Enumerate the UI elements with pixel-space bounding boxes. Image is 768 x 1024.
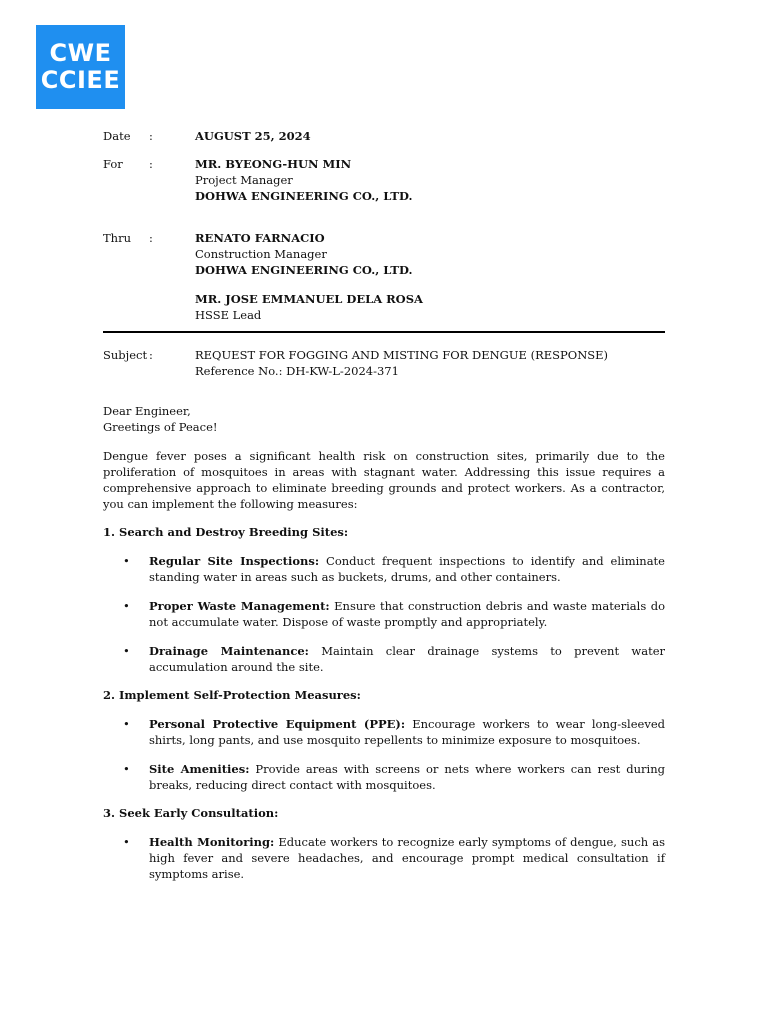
item-text: Conduct frequent inspections to identify and eliminate standing water in areas such as buckets, drums, and other containers. bbox=[149, 554, 665, 584]
thru-name-2: MR. JOSE EMMANUEL DELA ROSA bbox=[195, 292, 423, 306]
item-title: Site Amenities: bbox=[149, 762, 250, 776]
bullet-icon: • bbox=[123, 835, 130, 849]
for-recipient bbox=[195, 156, 413, 204]
list-item bbox=[103, 716, 665, 748]
thru-title-2: HSSE Lead bbox=[195, 308, 262, 322]
logo-line-2: CCIEE bbox=[40, 66, 121, 94]
section-3-list bbox=[103, 834, 665, 882]
subject-block bbox=[195, 347, 608, 379]
bullet-icon: • bbox=[123, 644, 130, 658]
thru-title: Construction Manager bbox=[195, 247, 327, 261]
thru-recipients bbox=[195, 230, 423, 323]
for-label: For bbox=[103, 157, 123, 171]
for-title: Project Manager bbox=[195, 173, 293, 187]
item-text: Encourage workers to wear long-sleeved shirts, long pants, and use mosquito repellents to minimize exposure to mosquitoes. bbox=[149, 717, 665, 747]
thru-name: RENATO FARNACIO bbox=[195, 231, 325, 245]
list-item bbox=[103, 834, 665, 882]
subject-value: REQUEST FOR FOGGING AND MISTING FOR DENGUE (RESPONSE) bbox=[195, 348, 609, 362]
thru-company: DOHWA ENGINEERING CO., LTD. bbox=[195, 263, 413, 277]
for-name: MR. BYEONG-HUN MIN bbox=[195, 157, 352, 171]
greeting: Greetings of Peace! bbox=[103, 420, 218, 434]
item-text: Provide areas with screens or nets where workers can rest during breaks, reducing direct contact with mosquitoes. bbox=[149, 762, 665, 792]
item-title: Personal Protective Equipment (PPE): bbox=[149, 717, 406, 731]
for-company: DOHWA ENGINEERING CO., LTD. bbox=[195, 189, 413, 203]
company-logo bbox=[36, 25, 125, 109]
section-heading-3: 3. Seek Early Consultation: bbox=[103, 806, 279, 820]
item-title: Health Monitoring: bbox=[149, 835, 275, 849]
thru-colon: : bbox=[149, 231, 153, 245]
reference-number: Reference No.: DH-KW-L-2024-371 bbox=[195, 364, 399, 378]
salutation: Dear Engineer, bbox=[103, 404, 191, 418]
item-text: Maintain clear drainage systems to prevent water accumulation around the site. bbox=[149, 644, 665, 674]
item-title: Drainage Maintenance: bbox=[149, 644, 309, 658]
list-item bbox=[103, 598, 665, 630]
subject-label: Subject bbox=[103, 348, 148, 362]
for-colon: : bbox=[149, 157, 153, 171]
header-divider bbox=[103, 331, 665, 333]
section-heading-1: 1. Search and Destroy Breeding Sites: bbox=[103, 525, 349, 539]
item-text: Educate workers to recognize early symptoms of dengue, such as high fever and severe headaches, and encourage prompt medical consultation if symptoms arise. bbox=[149, 835, 665, 881]
item-title: Regular Site Inspections: bbox=[149, 554, 320, 568]
date-label: Date bbox=[103, 129, 131, 143]
bullet-icon: • bbox=[123, 599, 130, 613]
item-title: Proper Waste Management: bbox=[149, 599, 330, 613]
bullet-icon: • bbox=[123, 554, 130, 568]
list-item bbox=[103, 761, 665, 793]
bullet-icon: • bbox=[123, 717, 130, 731]
section-heading-2: 2. Implement Self-Protection Measures: bbox=[103, 688, 361, 702]
section-1-list bbox=[103, 553, 665, 675]
item-text: Ensure that construction debris and waste materials do not accumulate water. Dispose of waste promptly and appropriately. bbox=[149, 599, 665, 629]
bullet-icon: • bbox=[123, 762, 130, 776]
logo-line-1: CWE bbox=[49, 39, 112, 67]
list-item bbox=[103, 553, 665, 585]
date-value: AUGUST 25, 2024 bbox=[195, 129, 311, 143]
letter-body bbox=[103, 403, 665, 882]
section-2-list bbox=[103, 716, 665, 793]
list-item bbox=[103, 643, 665, 675]
intro-paragraph: Dengue fever poses a significant health risk on construction sites, primarily due to the proliferation of mosquitoes in areas with stagnant water. Addressing this issue requires a comprehensive approach to eliminate breeding grounds and protect workers. As a contractor, you can implement the following measures: bbox=[103, 449, 665, 511]
date-colon: : bbox=[149, 129, 153, 143]
thru-label: Thru bbox=[103, 231, 131, 245]
subject-colon: : bbox=[149, 348, 153, 362]
